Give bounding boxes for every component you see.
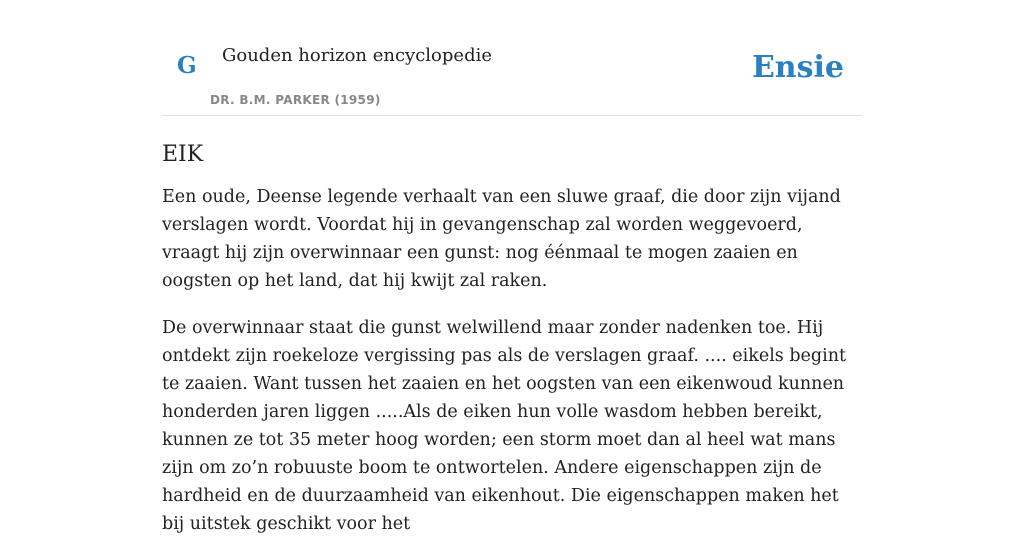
- paragraph: Een oude, Deense legende verhaalt van een sluwe graaf, die door zijn vijand verslagen wordt. Voordat hij in gevangenschap zal worden weggevoerd, vraagt hij zijn overwinnaar een gunst: nog éénmaal te mogen zaaien en oogsten op het land, dat hij kwijt zal raken.: [162, 187, 841, 291]
- paragraph: De overwinnaar staat die gunst welwillend maar zonder nadenken toe. Hij ontdekt zijn roekeloze vergissing pas als de verslagen graaf. .... eikels begint te zaaien. Want tussen het zaaien en het oogsten van een eikenwoud kunnen honderden jaren liggen .....Als de eiken hun volle wasdom hebben bereikt, kunnen ze tot 35 meter hoog worden; een storm moet dan al heel wat mans zijn om zo’n robuuste boom te ontwortelen. Andere eigenschappen zijn de hardheid en de duurzaamheid van eikenhout. Die eigenschappen maken het bij uitstek geschikt voor het: [162, 318, 846, 534]
- page: [162, 0, 862, 538]
- brand-logo[interactable]: Ensie: [751, 50, 844, 85]
- entry-title: EIK: [162, 142, 204, 167]
- publication-logo[interactable]: G: [177, 52, 197, 79]
- book-title[interactable]: Gouden horizon encyclopedie: [222, 45, 492, 66]
- entry-content: [162, 183, 862, 538]
- header: [162, 0, 862, 116]
- book-author: DR. B.M. PARKER (1959): [210, 93, 381, 107]
